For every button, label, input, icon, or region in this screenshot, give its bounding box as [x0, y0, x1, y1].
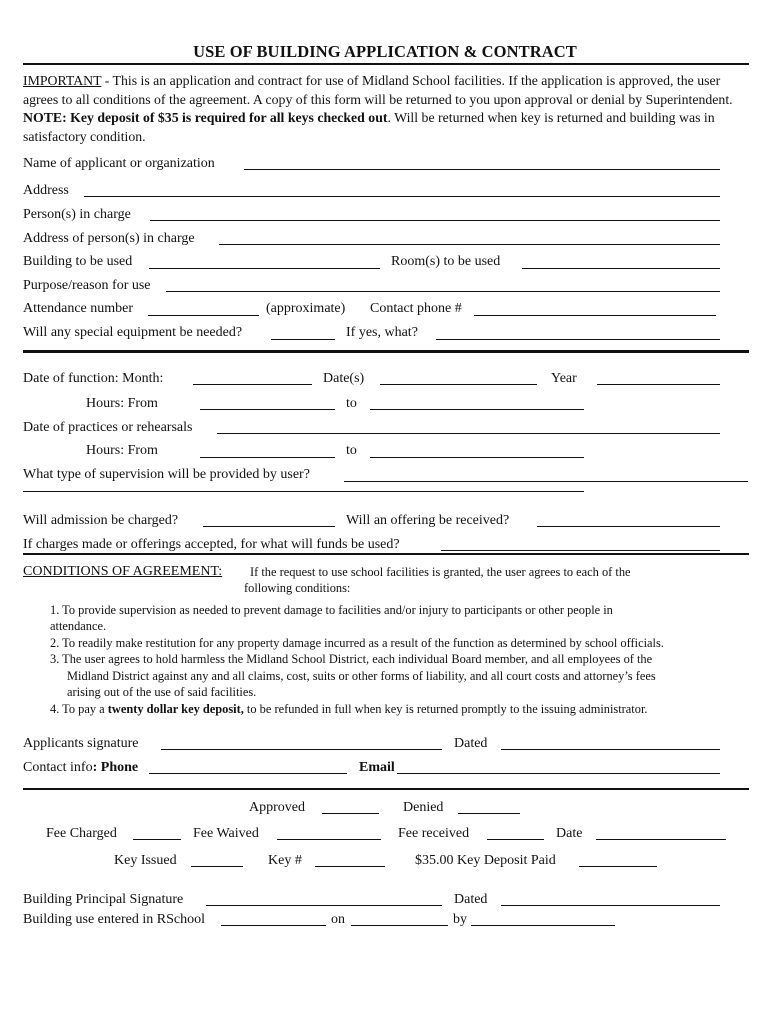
year-label: Year [551, 371, 577, 386]
offering-label: Will an offering be received? [346, 513, 510, 528]
section-divider-3 [23, 788, 749, 790]
key-number-field[interactable] [315, 866, 385, 867]
applicant-dated-field[interactable] [501, 749, 720, 750]
fee-waived-label: Fee Waived [193, 826, 259, 841]
equipment-label: Will any special equipment be needed? [23, 325, 243, 340]
fee-date-label: Date [556, 826, 583, 841]
address-field[interactable] [84, 196, 720, 197]
key-deposit-note: NOTE: Key deposit of $35 is required for all keys checked out [23, 110, 388, 125]
applicant-signature-field[interactable] [161, 749, 442, 750]
fee-date-field[interactable] [596, 839, 726, 840]
approved-label: Approved [249, 800, 305, 815]
key-issued-label: Key Issued [114, 853, 177, 868]
principal-dated-field[interactable] [501, 905, 720, 906]
email-field[interactable] [397, 773, 720, 774]
denied-field[interactable] [458, 813, 520, 814]
intro-text-2: . Will be returned when key is returned and building was in satisfactory condition. [23, 110, 715, 144]
applicant-signature-label: Applicants signature [23, 736, 139, 751]
hours-from-field[interactable] [200, 409, 335, 410]
applicant-dated-label: Dated [454, 736, 488, 751]
rschool-on-field[interactable] [351, 925, 448, 926]
principal-signature-label: Building Principal Signature [23, 892, 184, 907]
rooms-label: Room(s) to be used [391, 254, 501, 269]
rooms-field[interactable] [522, 268, 720, 269]
important-label: IMPORTANT [23, 73, 102, 88]
attendance-label: Attendance number [23, 301, 134, 316]
equipment-details-field[interactable] [436, 339, 720, 340]
conditions-lead-2: following conditions: [244, 581, 351, 595]
section-divider-1 [23, 350, 749, 353]
applicant-field[interactable] [244, 169, 720, 170]
condition-4-bold: twenty dollar key deposit, [107, 702, 244, 716]
dates-label: Date(s) [323, 371, 365, 386]
year-field[interactable] [597, 384, 720, 385]
hours-from-label: Hours: From [86, 396, 158, 411]
persons-field[interactable] [150, 220, 720, 221]
persons-address-label: Address of person(s) in charge [23, 231, 195, 246]
condition-1: 1. To provide supervision as needed to prevent damage to facilities and/or injury to participants or other people in [50, 603, 613, 617]
persons-address-field[interactable] [219, 244, 720, 245]
rschool-label: Building use entered in RSchool [23, 912, 205, 927]
admission-label: Will admission be charged? [23, 513, 179, 528]
supervision-label: What type of supervision will be provided by user? [23, 467, 310, 482]
section-divider-2 [23, 553, 749, 555]
practices-label: Date of practices or rehearsals [23, 420, 193, 435]
building-field[interactable] [149, 268, 380, 269]
date-function-label: Date of function: Month: [23, 371, 164, 386]
condition-3-cont-2: arising out of the use of said facilities. [67, 685, 257, 699]
page-title: USE OF BUILDING APPLICATION & CONTRACT [193, 42, 577, 61]
condition-3: 3. The user agrees to hold harmless the Midland School District, each individual Board member, and all employees of the [50, 652, 653, 666]
condition-1-cont: attendance. [50, 619, 107, 633]
deposit-paid-field[interactable] [579, 866, 657, 867]
condition-4 [50, 701, 750, 718]
fee-received-label: Fee received [398, 826, 470, 841]
denied-label: Denied [403, 800, 444, 815]
persons-label: Person(s) in charge [23, 207, 131, 222]
supervision-field[interactable] [344, 481, 748, 482]
practice-hours-to-field[interactable] [370, 457, 584, 458]
contact-phone-field[interactable] [474, 315, 716, 316]
conditions-heading: CONDITIONS OF AGREEMENT: [23, 564, 223, 579]
dates-field[interactable] [380, 384, 537, 385]
hours-to-field[interactable] [370, 409, 584, 410]
fee-waived-field[interactable] [277, 839, 381, 840]
condition-4-post: to be refunded in full when key is returned promptly to the issuing administrator. [243, 702, 648, 716]
contact-info-text: Contact info [23, 760, 93, 775]
purpose-field[interactable] [166, 291, 720, 292]
condition-3-cont-1: Midland District against any and all claims, cost, suits or other forms of liability, and all court costs and attorney’s fees [67, 669, 656, 683]
funds-field[interactable] [441, 550, 720, 551]
practice-hours-from-label: Hours: From [86, 443, 158, 458]
supervision-field-line-2[interactable] [23, 491, 584, 492]
rschool-field[interactable] [221, 925, 326, 926]
funds-label: If charges made or offerings accepted, for what will funds be used? [23, 537, 400, 552]
principal-dated-label: Dated [454, 892, 488, 907]
practices-field[interactable] [217, 433, 720, 434]
deposit-paid-label: $35.00 Key Deposit Paid [415, 853, 556, 868]
intro-text-1: - This is an application and contract for use of Midland School facilities. If the application is approved, the user agrees to all conditions of the agreement. A copy of this form will be returned to you upon approval or denial by Superintendent. [23, 73, 733, 107]
phone-label: : Phone [92, 760, 139, 775]
if-yes-label: If yes, what? [346, 325, 418, 340]
approved-field[interactable] [322, 813, 379, 814]
equipment-field[interactable] [271, 339, 335, 340]
rschool-by-label: by [453, 912, 467, 927]
applicant-label: Name of applicant or organization [23, 156, 215, 171]
contact-phone-info-field[interactable] [149, 773, 347, 774]
offering-field[interactable] [537, 526, 720, 527]
admission-field[interactable] [203, 526, 335, 527]
key-issued-field[interactable] [191, 866, 243, 867]
fee-charged-label: Fee Charged [46, 826, 117, 841]
practice-hours-from-field[interactable] [200, 457, 335, 458]
address-label: Address [23, 183, 69, 198]
contact-info-label [23, 760, 138, 776]
contact-phone-label: Contact phone # [370, 301, 462, 316]
approximate-label: (approximate) [266, 301, 346, 316]
purpose-label: Purpose/reason for use [23, 278, 151, 293]
email-label: Email [359, 760, 395, 775]
condition-4-pre: 4. To pay a [50, 702, 108, 716]
hours-to-label: to [346, 396, 357, 411]
attendance-field[interactable] [148, 315, 259, 316]
fee-charged-field[interactable] [133, 839, 181, 840]
key-number-label: Key # [268, 853, 302, 868]
principal-signature-field[interactable] [206, 905, 442, 906]
rschool-by-field[interactable] [471, 925, 615, 926]
building-label: Building to be used [23, 254, 133, 269]
condition-2: 2. To readily make restitution for any property damage incurred as a result of the function as determined by school officials. [50, 636, 664, 650]
fee-received-field[interactable] [487, 839, 544, 840]
conditions-lead-1: If the request to use school facilities is granted, the user agrees to each of the [250, 565, 631, 579]
intro-paragraph [23, 72, 749, 146]
rschool-on-label: on [331, 912, 345, 927]
month-field[interactable] [193, 384, 312, 385]
title-divider [23, 63, 749, 65]
practice-hours-to-label: to [346, 443, 357, 458]
